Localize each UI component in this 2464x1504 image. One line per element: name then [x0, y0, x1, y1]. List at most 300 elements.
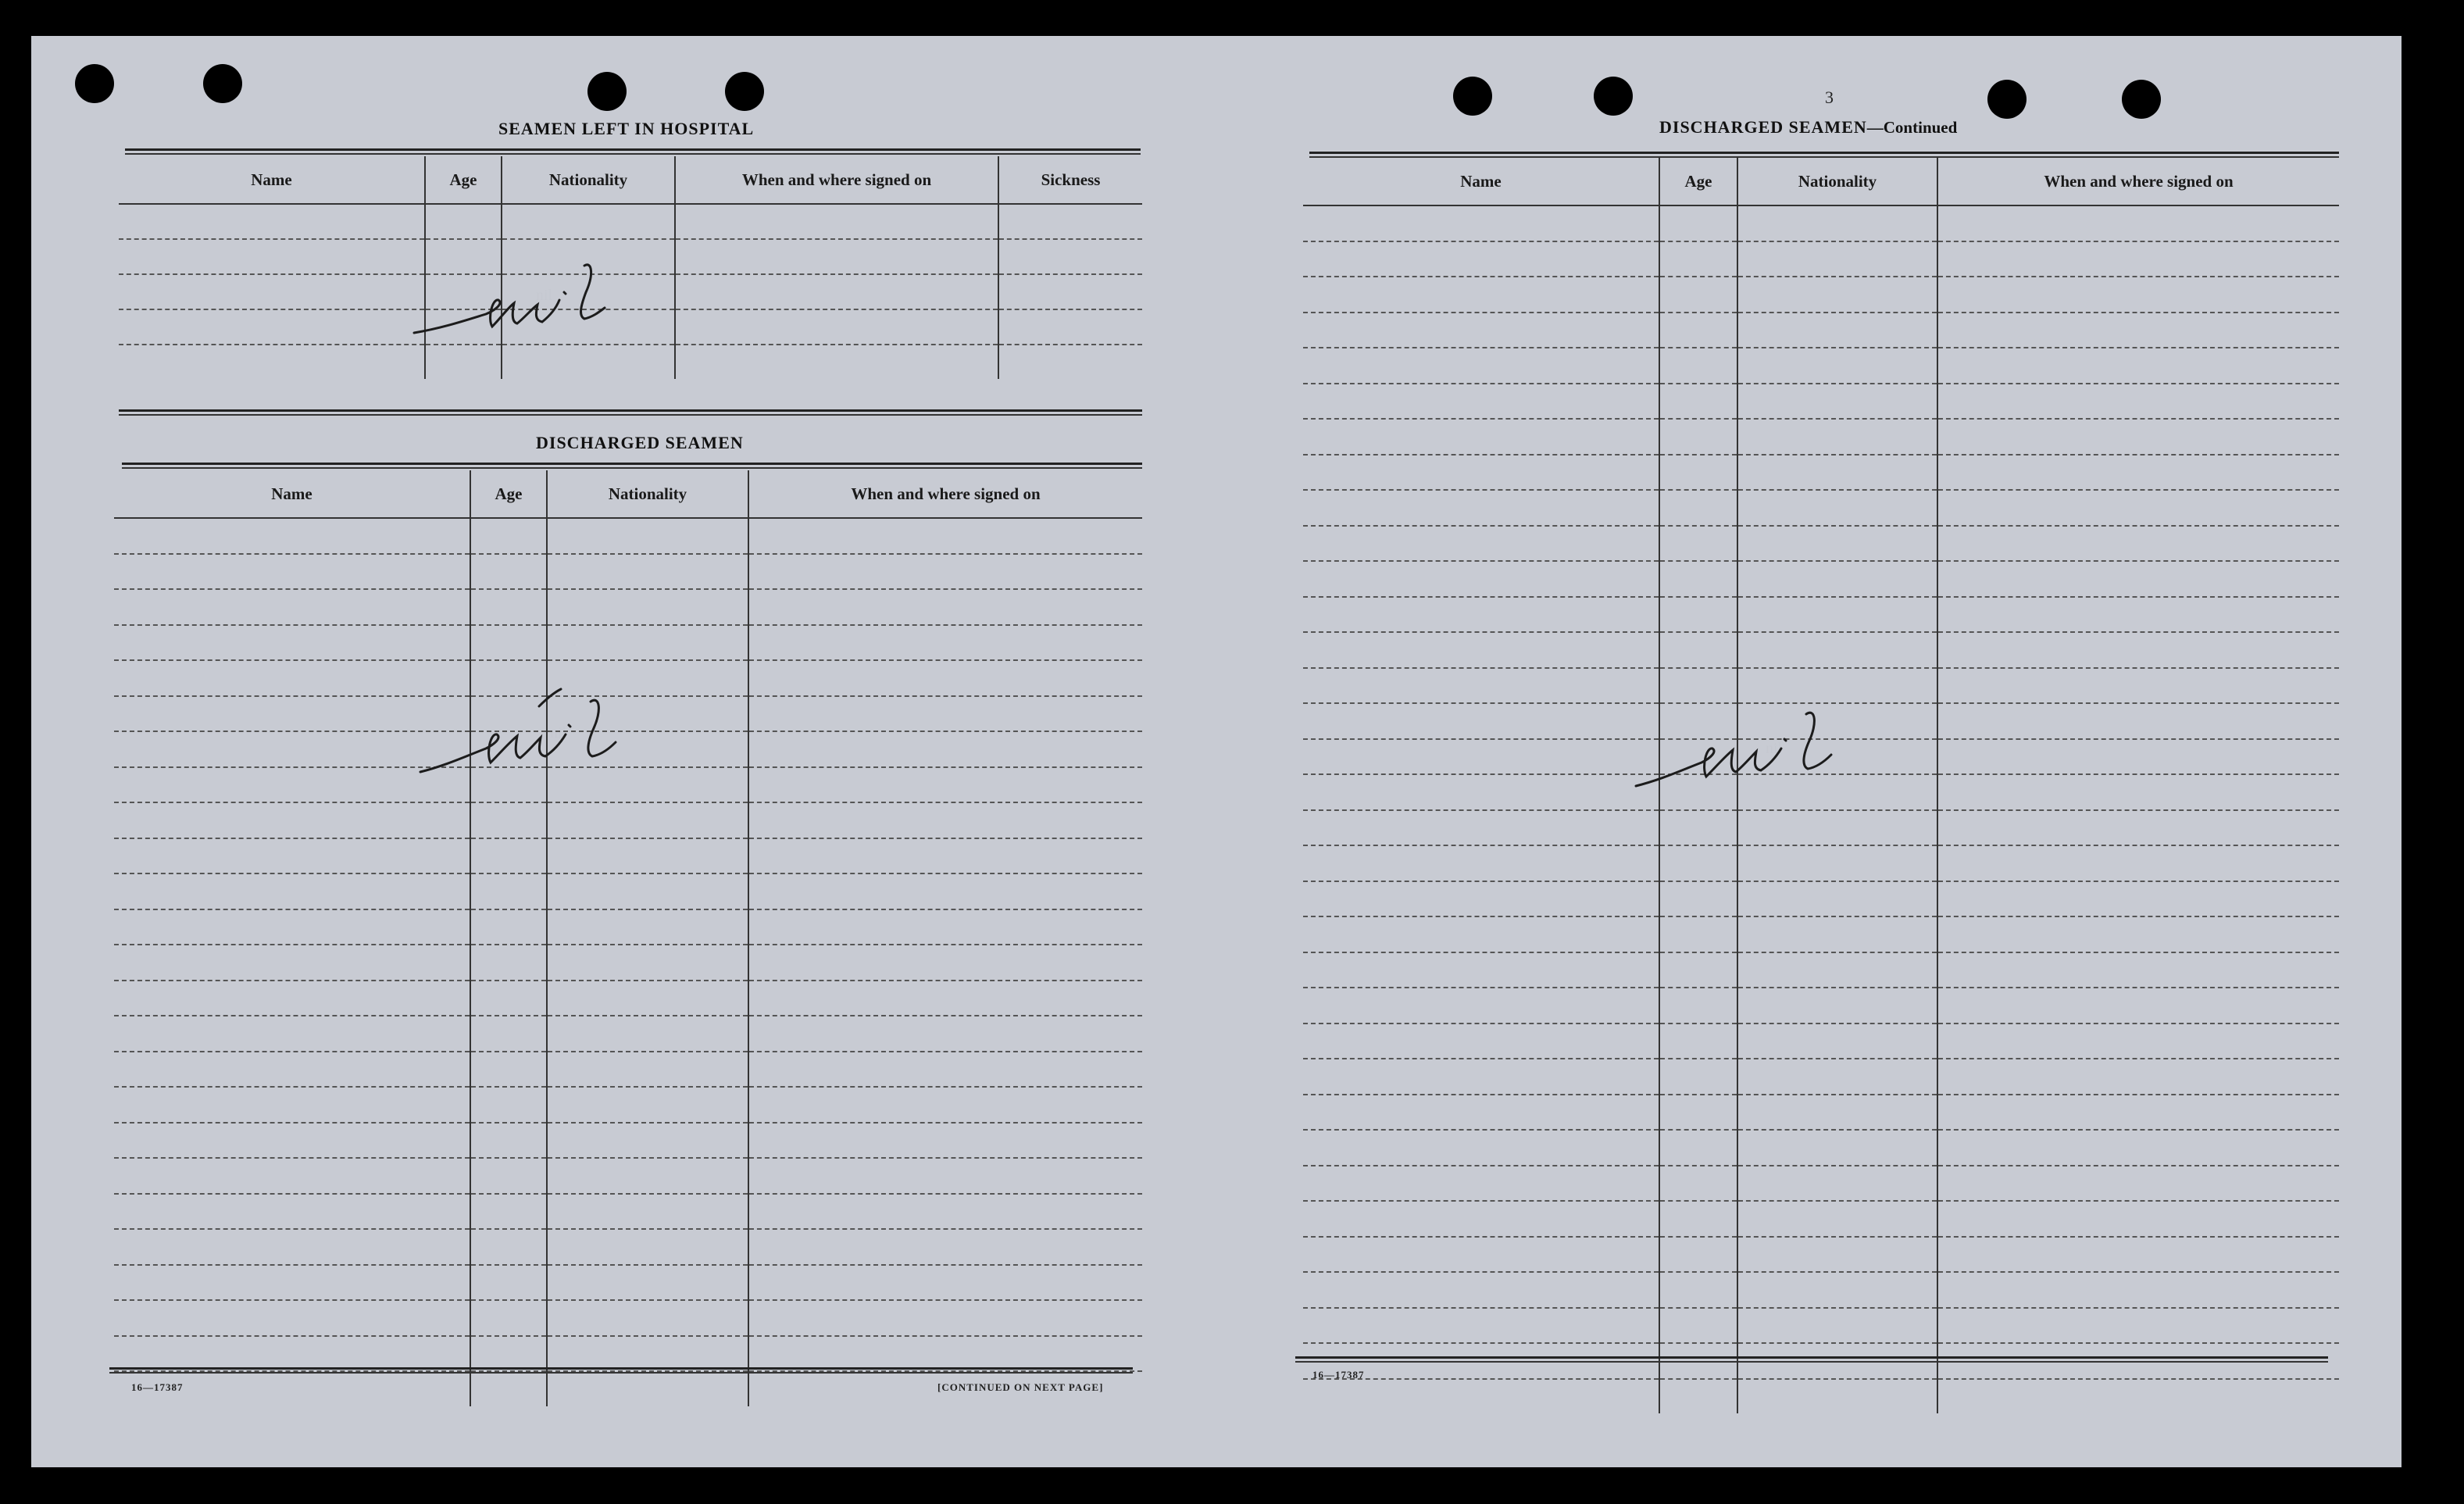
table-cell: [998, 345, 1142, 379]
table-cell: [1659, 241, 1737, 277]
table-cell: [119, 204, 425, 239]
table-row: [114, 1158, 1142, 1194]
table-cell: [1659, 1024, 1737, 1059]
table-cell: [1303, 810, 1659, 846]
table-row: [114, 1052, 1142, 1088]
table-cell: [470, 802, 547, 838]
table-cell: [1737, 313, 1937, 348]
column-header-nationality: Nationality: [547, 470, 748, 518]
table-cell: [425, 345, 502, 379]
column-header-name: Name: [1303, 158, 1659, 205]
table-cell: [1937, 845, 2339, 881]
column-header-name: Name: [114, 470, 470, 518]
table-cell: [1937, 632, 2339, 668]
table-cell: [748, 945, 1142, 981]
table-cell: [1303, 1237, 1659, 1273]
column-header-signed-on: When and where signed on: [1937, 158, 2339, 205]
table-cell: [114, 1087, 470, 1123]
table-row: [1303, 313, 2339, 348]
rule: [122, 463, 1142, 465]
table-cell: [1659, 1237, 1737, 1273]
table-cell: [1737, 526, 1937, 562]
table-cell: [425, 204, 502, 239]
table-cell: [1659, 277, 1737, 313]
table-cell: [470, 1336, 547, 1372]
table-cell: [547, 945, 748, 981]
table-cell: [748, 1229, 1142, 1265]
table-cell: [748, 1336, 1142, 1372]
table-row: [1303, 490, 2339, 526]
table-cell: [1303, 774, 1659, 810]
table-cell: [114, 838, 470, 874]
table-cell: [1659, 988, 1737, 1024]
table-row: [114, 873, 1142, 909]
table-cell: [1659, 526, 1737, 562]
table-cell: [547, 518, 748, 554]
table-cell: [547, 1016, 748, 1052]
table-cell: [1737, 916, 1937, 952]
table-cell: [675, 309, 998, 345]
table-cell: [114, 1016, 470, 1052]
table-cell: [1659, 1272, 1737, 1308]
table-cell: [1659, 1308, 1737, 1344]
table-cell: [748, 731, 1142, 767]
table-cell: [1659, 1379, 1737, 1414]
table-cell: [470, 838, 547, 874]
table-cell: [748, 554, 1142, 590]
table-cell: [1937, 1024, 2339, 1059]
table-cell: [748, 660, 1142, 696]
table-cell: [114, 909, 470, 945]
table-row: [1303, 1308, 2339, 1344]
table-cell: [1303, 1272, 1659, 1308]
table-cell: [470, 625, 547, 661]
table-cell: [748, 838, 1142, 874]
table-cell: [1303, 1308, 1659, 1344]
table-cell: [1937, 916, 2339, 952]
table-cell: [1737, 597, 1937, 633]
table-cell: [748, 518, 1142, 554]
rule: [1295, 1361, 2328, 1363]
table-cell: [470, 1194, 547, 1230]
table-cell: [114, 1265, 470, 1301]
table-row: [1303, 845, 2339, 881]
table-cell: [547, 1371, 748, 1406]
table-cell: [547, 554, 748, 590]
table-row: [1303, 632, 2339, 668]
table-cell: [1737, 205, 1937, 241]
table-cell: [1659, 419, 1737, 455]
hospital-section-title: SEAMEN LEFT IN HOSPITAL: [498, 119, 755, 138]
table-cell: [1737, 988, 1937, 1024]
table-cell: [1737, 1059, 1937, 1095]
table-cell: [1659, 1130, 1737, 1166]
table-cell: [470, 1265, 547, 1301]
table-cell: [114, 1052, 470, 1088]
table-cell: [1659, 1201, 1737, 1237]
table-cell: [119, 239, 425, 274]
table-cell: [470, 554, 547, 590]
table-cell: [1737, 810, 1937, 846]
table-cell: [470, 518, 547, 554]
table-cell: [114, 589, 470, 625]
table-cell: [470, 1158, 547, 1194]
table-cell: [470, 945, 547, 981]
table-cell: [675, 345, 998, 379]
rule: [125, 153, 1141, 155]
table-cell: [748, 1052, 1142, 1088]
table-cell: [1303, 703, 1659, 739]
table-cell: [1737, 241, 1937, 277]
table-cell: [1937, 384, 2339, 420]
table-cell: [1303, 490, 1659, 526]
table-row: [114, 981, 1142, 1016]
table-row: [119, 309, 1142, 345]
handwritten-nil: [417, 675, 652, 784]
table-row: [114, 554, 1142, 590]
table-cell: [1737, 1379, 1937, 1414]
table-row: [1303, 810, 2339, 846]
table-cell: [1737, 419, 1937, 455]
table-cell: [470, 909, 547, 945]
column-header-signed-on: When and where signed on: [748, 470, 1142, 518]
table-cell: [547, 1158, 748, 1194]
table-cell: [114, 1158, 470, 1194]
table-cell: [114, 1336, 470, 1372]
table-cell: [748, 909, 1142, 945]
table-cell: [748, 589, 1142, 625]
column-header-name: Name: [119, 156, 425, 204]
table-cell: [1659, 916, 1737, 952]
table-cell: [547, 1087, 748, 1123]
table-cell: [1659, 313, 1737, 348]
table-cell: [1737, 490, 1937, 526]
table-cell: [1937, 988, 2339, 1024]
table-cell: [1937, 1379, 2339, 1414]
table-cell: [748, 873, 1142, 909]
table-row: [1303, 1024, 2339, 1059]
table-cell: [1937, 1272, 2339, 1308]
rule: [1295, 1356, 2328, 1359]
table-cell: [1937, 810, 2339, 846]
table-cell: [1303, 739, 1659, 775]
table-row: [1303, 561, 2339, 597]
table-cell: [1659, 845, 1737, 881]
table-row: [119, 345, 1142, 379]
table-cell: [1737, 1237, 1937, 1273]
discharged-continued-title: [1659, 117, 1957, 138]
table-row: [1303, 916, 2339, 952]
table-row: [114, 909, 1142, 945]
table-cell: [1303, 205, 1659, 241]
rule: [1309, 152, 2339, 154]
table-cell: [1303, 1059, 1659, 1095]
table-cell: [1303, 241, 1659, 277]
title-text: DISCHARGED SEAMEN: [1659, 117, 1867, 137]
table-cell: [748, 767, 1142, 803]
table-cell: [748, 1016, 1142, 1052]
table-cell: [748, 1087, 1142, 1123]
column-header-nationality: Nationality: [1737, 158, 1937, 205]
table-cell: [1303, 526, 1659, 562]
table-cell: [1303, 277, 1659, 313]
table-cell: [1659, 205, 1737, 241]
punch-hole: [1594, 77, 1633, 116]
table-row: [114, 589, 1142, 625]
discharged-continued-header-row: [1303, 158, 2339, 205]
table-row: [1303, 1379, 2339, 1414]
table-cell: [1737, 561, 1937, 597]
table-cell: [1937, 526, 2339, 562]
table-cell: [547, 1300, 748, 1336]
table-cell: [114, 554, 470, 590]
table-cell: [547, 625, 748, 661]
table-row: [1303, 419, 2339, 455]
table-cell: [1659, 490, 1737, 526]
table-cell: [547, 1336, 748, 1372]
table-cell: [998, 239, 1142, 274]
table-cell: [1303, 952, 1659, 988]
table-cell: [1659, 1095, 1737, 1131]
table-cell: [748, 981, 1142, 1016]
punch-hole: [1987, 80, 2027, 119]
table-cell: [1659, 952, 1737, 988]
form-number: 16—17387: [1312, 1369, 1365, 1381]
table-cell: [547, 1194, 748, 1230]
rule: [119, 414, 1142, 416]
table-cell: [114, 802, 470, 838]
table-cell: [1303, 1095, 1659, 1131]
table-row: [1303, 526, 2339, 562]
table-cell: [470, 1371, 547, 1406]
table-cell: [547, 838, 748, 874]
table-cell: [547, 1229, 748, 1265]
table-cell: [114, 873, 470, 909]
table-row: [114, 1087, 1142, 1123]
table-row: [114, 1194, 1142, 1230]
table-cell: [470, 873, 547, 909]
handwritten-nil: [1633, 691, 1852, 800]
table-row: [1303, 348, 2339, 384]
table-cell: [748, 1265, 1142, 1301]
table-cell: [1303, 419, 1659, 455]
table-cell: [470, 1229, 547, 1265]
table-cell: [1937, 668, 2339, 704]
table-cell: [748, 802, 1142, 838]
column-header-age: Age: [425, 156, 502, 204]
table-cell: [1659, 384, 1737, 420]
table-cell: [1303, 1379, 1659, 1414]
table-row: [114, 625, 1142, 661]
table-cell: [1659, 597, 1737, 633]
table-cell: [547, 802, 748, 838]
table-cell: [1937, 703, 2339, 739]
table-cell: [748, 625, 1142, 661]
table-cell: [998, 204, 1142, 239]
table-cell: [1737, 455, 1937, 491]
table-row: [1303, 952, 2339, 988]
table-cell: [1937, 419, 2339, 455]
table-cell: [1937, 1130, 2339, 1166]
table-cell: [748, 1123, 1142, 1159]
page-number: 3: [1825, 88, 1834, 107]
table-cell: [1303, 845, 1659, 881]
table-cell: [470, 1123, 547, 1159]
table-cell: [1937, 1201, 2339, 1237]
table-cell: [1303, 561, 1659, 597]
table-cell: [119, 309, 425, 345]
table-row: [114, 945, 1142, 981]
table-row: [119, 204, 1142, 239]
table-cell: [1737, 1130, 1937, 1166]
table-cell: [998, 309, 1142, 345]
table-cell: [1937, 561, 2339, 597]
hospital-table: [119, 156, 1142, 379]
form-number: 16—17387: [131, 1381, 184, 1393]
table-cell: [1303, 1024, 1659, 1059]
table-row: [1303, 881, 2339, 917]
rule: [109, 1372, 1133, 1374]
table-row: [114, 518, 1142, 554]
table-cell: [114, 1229, 470, 1265]
column-header-age: Age: [1659, 158, 1737, 205]
table-cell: [748, 1158, 1142, 1194]
table-row: [1303, 1130, 2339, 1166]
table-row: [114, 802, 1142, 838]
table-cell: [1937, 490, 2339, 526]
table-row: [1303, 384, 2339, 420]
table-cell: [1303, 1166, 1659, 1202]
punch-hole: [587, 72, 627, 111]
table-row: [114, 1300, 1142, 1336]
rule: [109, 1367, 1133, 1370]
table-cell: [114, 1300, 470, 1336]
table-cell: [502, 345, 675, 379]
continued-note: [CONTINUED ON NEXT PAGE]: [937, 1381, 1104, 1393]
table-cell: [1659, 1059, 1737, 1095]
rule: [119, 409, 1142, 412]
column-header-age: Age: [470, 470, 547, 518]
punch-hole: [1453, 77, 1492, 116]
table-cell: [1737, 384, 1937, 420]
table-row: [114, 1016, 1142, 1052]
table-cell: [1937, 205, 2339, 241]
table-cell: [470, 1052, 547, 1088]
table-cell: [114, 1123, 470, 1159]
table-cell: [119, 274, 425, 309]
table-cell: [470, 1087, 547, 1123]
table-cell: [114, 945, 470, 981]
table-row: [1303, 1201, 2339, 1237]
svg-text:nil: nil: [1766, 740, 1783, 757]
table-cell: [1737, 1166, 1937, 1202]
punch-hole: [725, 72, 764, 111]
table-cell: [470, 589, 547, 625]
table-cell: [1303, 988, 1659, 1024]
document-sheet: [31, 36, 2402, 1467]
table-cell: [470, 1300, 547, 1336]
discharged-table: [114, 470, 1142, 1406]
table-cell: [1737, 1024, 1937, 1059]
table-row: [114, 1123, 1142, 1159]
table-row: [119, 274, 1142, 309]
table-cell: [748, 1194, 1142, 1230]
table-row: [119, 239, 1142, 274]
table-row: [1303, 241, 2339, 277]
column-header-sickness: Sickness: [998, 156, 1142, 204]
svg-text:nil: nil: [536, 287, 553, 304]
table-cell: [1737, 881, 1937, 917]
table-cell: [748, 696, 1142, 732]
table-cell: [1303, 597, 1659, 633]
table-cell: [502, 204, 675, 239]
table-row: [1303, 1095, 2339, 1131]
table-cell: [114, 625, 470, 661]
table-row: [114, 1336, 1142, 1372]
table-cell: [1937, 1308, 2339, 1344]
table-cell: [675, 274, 998, 309]
table-row: [114, 1229, 1142, 1265]
table-row: [1303, 597, 2339, 633]
handwritten-nil: [411, 253, 622, 347]
table-cell: [547, 981, 748, 1016]
table-cell: [547, 1265, 748, 1301]
table-cell: [1737, 952, 1937, 988]
punch-hole: [75, 64, 114, 103]
table-cell: [547, 909, 748, 945]
svg-text:nil: nil: [550, 724, 567, 741]
table-cell: [547, 873, 748, 909]
table-cell: [1737, 1095, 1937, 1131]
table-cell: [114, 1194, 470, 1230]
hospital-header-row: [119, 156, 1142, 204]
table-cell: [1659, 1166, 1737, 1202]
table-row: [1303, 1166, 2339, 1202]
table-cell: [1659, 810, 1737, 846]
table-cell: [1937, 313, 2339, 348]
table-row: [1303, 455, 2339, 491]
table-cell: [1659, 561, 1737, 597]
table-cell: [119, 345, 425, 379]
table-cell: [1659, 632, 1737, 668]
table-cell: [675, 204, 998, 239]
table-cell: [1659, 881, 1737, 917]
table-row: [1303, 205, 2339, 241]
table-cell: [470, 1016, 547, 1052]
table-cell: [1303, 348, 1659, 384]
rule: [125, 148, 1141, 151]
table-row: [114, 1265, 1142, 1301]
table-cell: [1737, 1272, 1937, 1308]
table-cell: [1737, 632, 1937, 668]
table-row: [114, 838, 1142, 874]
table-cell: [1937, 597, 2339, 633]
table-cell: [1303, 632, 1659, 668]
table-row: [1303, 1059, 2339, 1095]
table-cell: [1937, 348, 2339, 384]
discharged-section-title: DISCHARGED SEAMEN: [536, 433, 744, 452]
table-cell: [1303, 1201, 1659, 1237]
table-cell: [1937, 881, 2339, 917]
table-cell: [1937, 774, 2339, 810]
table-cell: [1937, 1237, 2339, 1273]
table-cell: [1937, 739, 2339, 775]
table-cell: [1937, 241, 2339, 277]
punch-hole: [203, 64, 242, 103]
table-cell: [547, 1052, 748, 1088]
table-row: [1303, 988, 2339, 1024]
table-cell: [1737, 277, 1937, 313]
